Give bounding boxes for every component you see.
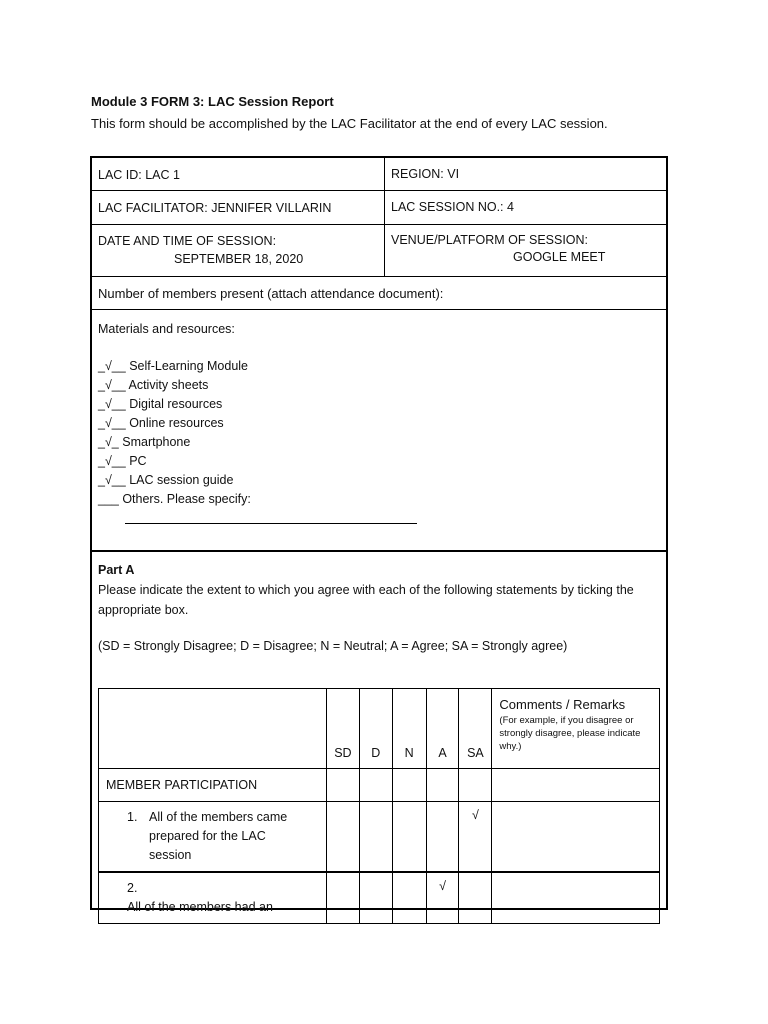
rating-table — [98, 688, 660, 924]
lac-session-form — [90, 156, 668, 914]
region: REGION: VI — [391, 167, 460, 181]
lac-facilitator: LAC FACILITATOR: JENNIFER VILLARIN — [98, 201, 332, 215]
lac-id: LAC ID: LAC 1 — [98, 168, 180, 182]
rating-cell-a[interactable] — [426, 802, 459, 873]
divider — [92, 224, 666, 225]
statement-number: 1. — [127, 810, 138, 824]
materials-list — [98, 320, 251, 509]
material-item: ___ Others. Please specify: — [98, 492, 251, 506]
table-row — [99, 872, 660, 924]
col-d: D — [359, 689, 392, 769]
comment-cell[interactable] — [492, 872, 660, 924]
comments-note: (For example, if you disagree or strongly disagree, please indicate why.) — [499, 715, 641, 752]
rating-cell-sd[interactable] — [326, 802, 359, 873]
divider — [92, 276, 666, 277]
col-sa: SA — [459, 689, 492, 769]
rating-cell — [459, 769, 492, 802]
material-item: _√__ Self-Learning Module — [98, 359, 249, 373]
rating-cell-a-checked[interactable]: √ — [426, 872, 459, 924]
rating-cell — [359, 769, 392, 802]
form-subtitle: This form should be accomplished by the LAC Facilitator at the end of every LAC session. — [91, 116, 608, 131]
form-title: Module 3 FORM 3: LAC Session Report — [91, 94, 334, 109]
rating-cell-sa[interactable] — [459, 872, 492, 924]
rating-cell — [426, 769, 459, 802]
material-item: _√__ Online resources — [98, 416, 224, 430]
part-a-instruction: Please indicate the extent to which you agree with each of the following statements by ticking the appropriate box. — [98, 583, 634, 617]
statement-cell — [99, 802, 327, 873]
rating-cell — [326, 769, 359, 802]
materials-label: Materials and resources: — [98, 322, 235, 336]
specify-blank-line — [125, 523, 417, 524]
comment-cell — [492, 769, 660, 802]
material-item: _√__ Activity sheets — [98, 378, 209, 392]
comments-title: Comments / Remarks — [499, 697, 626, 712]
statement-text: All of the members came prepared for the LAC session — [149, 810, 288, 862]
divider — [92, 550, 666, 552]
column-divider — [384, 158, 385, 276]
rating-cell-n[interactable] — [392, 872, 426, 924]
rating-legend: (SD = Strongly Disagree; D = Disagree; N = Neutral; A = Agree; SA = Strongly agree) — [98, 639, 568, 653]
rating-cell-d[interactable] — [359, 872, 392, 924]
statement-number: 2. — [127, 881, 138, 895]
rating-cell-d[interactable] — [359, 802, 392, 873]
comments-header — [492, 689, 660, 769]
statement-text: All of the members had an — [127, 900, 273, 914]
venue-value: GOOGLE MEET — [513, 250, 606, 264]
comment-cell[interactable] — [492, 802, 660, 873]
lac-session-no: LAC SESSION NO.: 4 — [391, 200, 514, 214]
material-item: _√__ PC — [98, 454, 147, 468]
rating-cell-sa-checked[interactable]: √ — [459, 802, 492, 873]
venue-label: VENUE/PLATFORM OF SESSION: — [391, 233, 589, 247]
divider — [92, 190, 666, 191]
material-item: _√__ Digital resources — [98, 397, 223, 411]
col-sd: SD — [326, 689, 359, 769]
materials-section — [92, 310, 666, 548]
material-item: _√__ LAC session guide — [98, 473, 234, 487]
rating-cell-n[interactable] — [392, 802, 426, 873]
rating-cell-sd[interactable] — [326, 872, 359, 924]
date-label: DATE AND TIME OF SESSION: — [98, 234, 277, 248]
section-member-participation: MEMBER PARTICIPATION — [99, 769, 327, 802]
members-present: Number of members present (attach attendance document): — [98, 286, 444, 301]
date-value: SEPTEMBER 18, 2020 — [174, 252, 304, 266]
rating-cell — [392, 769, 426, 802]
part-a-heading: Part A — [98, 563, 135, 577]
statement-header — [99, 689, 327, 769]
table-row — [99, 802, 660, 873]
material-item: _√_ Smartphone — [98, 435, 191, 449]
col-a: A — [426, 689, 459, 769]
statement-cell — [99, 872, 327, 924]
col-n: N — [392, 689, 426, 769]
